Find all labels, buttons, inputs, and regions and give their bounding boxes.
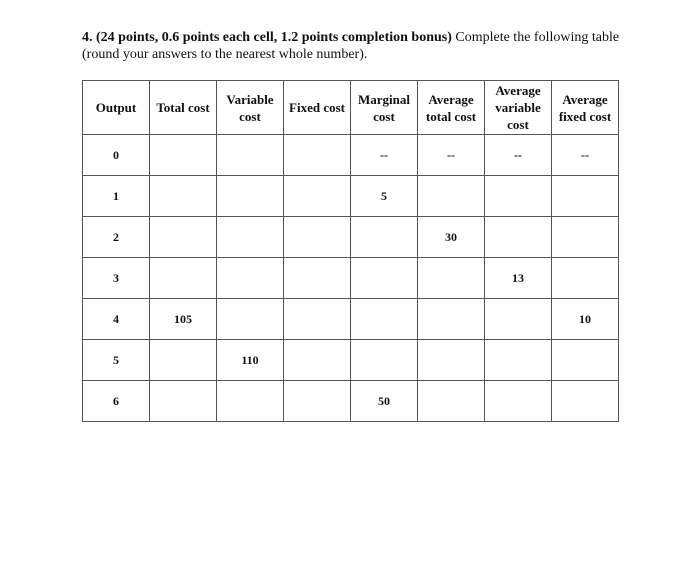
cell-marginal-cost[interactable] — [351, 299, 418, 340]
cell-average-variable-cost[interactable] — [485, 340, 552, 381]
cell-fixed-cost[interactable] — [284, 258, 351, 299]
cell-output: 3 — [83, 258, 150, 299]
header-variable-cost: Variable cost — [217, 81, 284, 135]
cell-average-total-cost[interactable] — [418, 176, 485, 217]
cell-average-total-cost[interactable] — [418, 258, 485, 299]
cell-marginal-cost: 5 — [351, 176, 418, 217]
table-row — [83, 217, 619, 258]
cell-total-cost[interactable] — [150, 176, 217, 217]
cell-total-cost[interactable] — [150, 135, 217, 176]
cell-marginal-cost[interactable] — [351, 217, 418, 258]
cell-fixed-cost[interactable] — [284, 135, 351, 176]
cell-average-total-cost: -- — [418, 135, 485, 176]
cell-average-fixed-cost: 10 — [552, 299, 619, 340]
cell-average-total-cost[interactable] — [418, 340, 485, 381]
cell-total-cost[interactable] — [150, 258, 217, 299]
header-average-total-cost: Average total cost — [418, 81, 485, 135]
table-row — [83, 258, 619, 299]
cell-fixed-cost[interactable] — [284, 299, 351, 340]
cell-average-fixed-cost[interactable] — [552, 258, 619, 299]
cell-average-total-cost[interactable] — [418, 381, 485, 422]
cell-average-variable-cost[interactable] — [485, 217, 552, 258]
table-body — [83, 135, 619, 422]
cell-output: 2 — [83, 217, 150, 258]
header-average-variable-cost: Average variable cost — [485, 81, 552, 135]
cell-total-cost[interactable] — [150, 340, 217, 381]
cell-marginal-cost: -- — [351, 135, 418, 176]
cell-average-variable-cost[interactable] — [485, 176, 552, 217]
cell-output: 1 — [83, 176, 150, 217]
cell-variable-cost: 110 — [217, 340, 284, 381]
question-instructions: Complete the following table (round your answers to the nearest whole number). — [82, 30, 620, 62]
table-row — [83, 176, 619, 217]
question-heading: 4. (24 points, 0.6 points each cell, 1.2 points completion bonus) — [82, 30, 452, 45]
header-average-fixed-cost: Average fixed cost — [552, 81, 619, 135]
cell-average-fixed-cost[interactable] — [552, 340, 619, 381]
table-row — [83, 381, 619, 422]
cell-variable-cost[interactable] — [217, 135, 284, 176]
cell-variable-cost[interactable] — [217, 176, 284, 217]
header-marginal-cost: Marginal cost — [351, 81, 418, 135]
cell-marginal-cost[interactable] — [351, 258, 418, 299]
question-prompt — [82, 29, 630, 63]
cell-variable-cost[interactable] — [217, 381, 284, 422]
cell-total-cost[interactable] — [150, 217, 217, 258]
cell-output: 5 — [83, 340, 150, 381]
cell-average-fixed-cost: -- — [552, 135, 619, 176]
cell-average-fixed-cost[interactable] — [552, 381, 619, 422]
cell-average-total-cost: 30 — [418, 217, 485, 258]
header-output: Output — [83, 81, 150, 135]
table-row — [83, 299, 619, 340]
table-row — [83, 340, 619, 381]
cost-table — [82, 80, 619, 422]
cell-output: 6 — [83, 381, 150, 422]
cell-average-fixed-cost[interactable] — [552, 176, 619, 217]
cell-output: 4 — [83, 299, 150, 340]
cell-average-variable-cost: 13 — [485, 258, 552, 299]
table-header-row — [83, 81, 619, 135]
cell-average-fixed-cost[interactable] — [552, 217, 619, 258]
cell-fixed-cost[interactable] — [284, 176, 351, 217]
cell-output: 0 — [83, 135, 150, 176]
header-total-cost: Total cost — [150, 81, 217, 135]
cell-marginal-cost: 50 — [351, 381, 418, 422]
header-fixed-cost: Fixed cost — [284, 81, 351, 135]
cell-average-variable-cost[interactable] — [485, 381, 552, 422]
cell-average-variable-cost[interactable] — [485, 299, 552, 340]
cell-total-cost: 105 — [150, 299, 217, 340]
cell-fixed-cost[interactable] — [284, 340, 351, 381]
cell-variable-cost[interactable] — [217, 299, 284, 340]
table-row — [83, 135, 619, 176]
cell-fixed-cost[interactable] — [284, 217, 351, 258]
cell-average-total-cost[interactable] — [418, 299, 485, 340]
cell-marginal-cost[interactable] — [351, 340, 418, 381]
cell-variable-cost[interactable] — [217, 258, 284, 299]
cell-fixed-cost[interactable] — [284, 381, 351, 422]
cell-variable-cost[interactable] — [217, 217, 284, 258]
cell-average-variable-cost: -- — [485, 135, 552, 176]
cell-total-cost[interactable] — [150, 381, 217, 422]
